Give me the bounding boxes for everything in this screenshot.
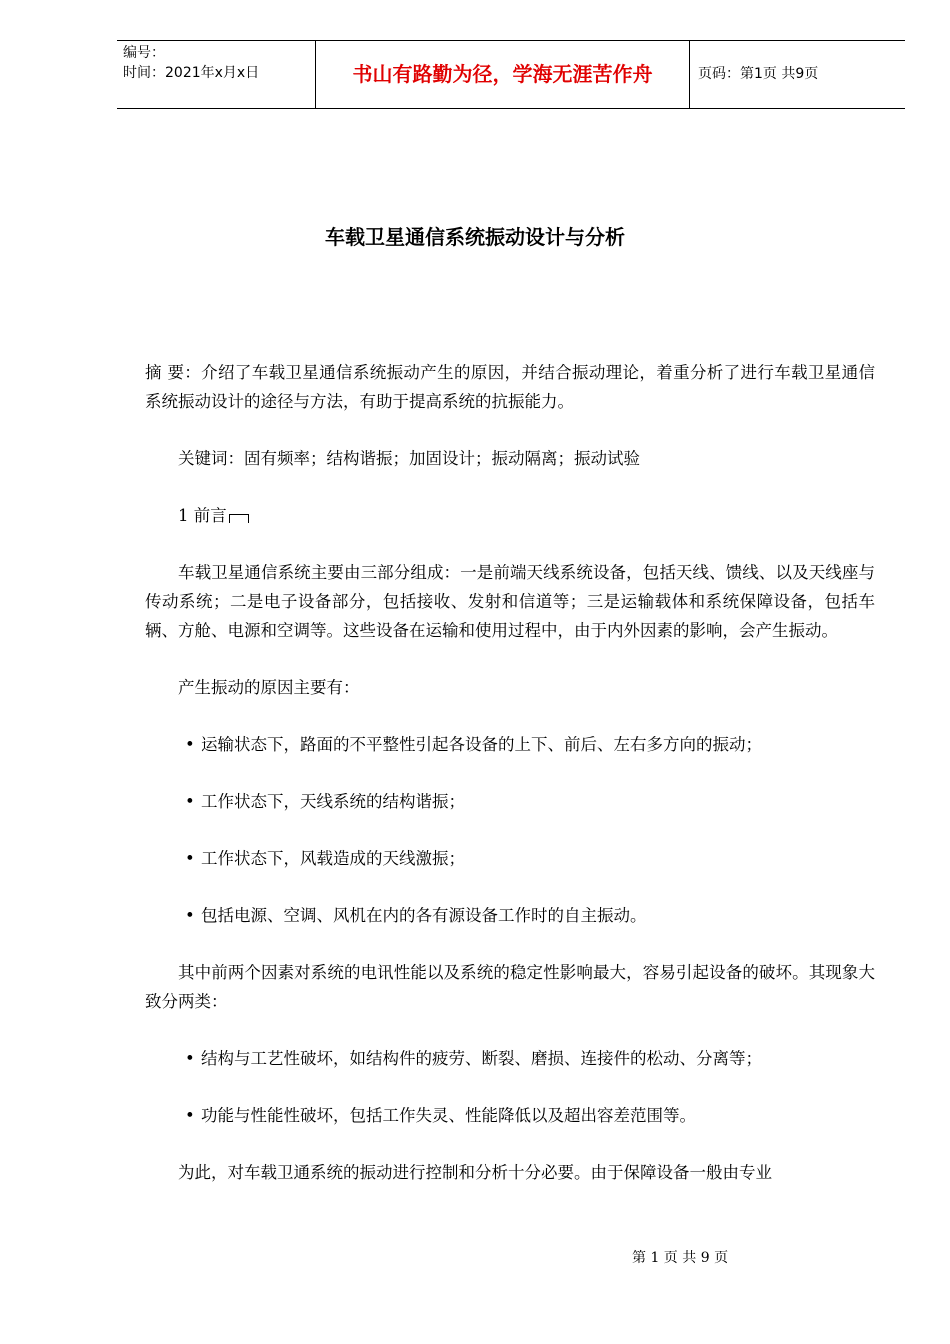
body-paragraph: 车载卫星通信系统主要由三部分组成：一是前端天线系统设备，包括天线、馈线、以及天线座与传动系统；二是电子设备部分，包括接收、发射和信道等；三是运输载体和系统保障设备，包括车辆、方舱、电源和空调等。这些设备在运输和使用过程中，由于内外因素的影响，会产生振动。 [145, 563, 875, 640]
bullet-dot: • [185, 792, 195, 811]
body-paragraph: 其中前两个因素对系统的电讯性能以及系统的稳定性影响最大，容易引起设备的破坏。其现象大致分两类： [145, 963, 875, 1011]
header-info-cell [117, 41, 316, 108]
bullet-item [145, 1101, 875, 1130]
header-page-cell [690, 41, 905, 108]
body-paragraph: 为此，对车载卫通系统的振动进行控制和分析十分必要。由于保障设备一般由专业 [178, 1163, 772, 1182]
header-page-code: 页码：第1页 共9页 [698, 66, 819, 82]
bullet-text: 结构与工艺性破坏，如结构件的疲劳、断裂、磨损、连接件的松动、分离等； [201, 1049, 762, 1068]
bullet-text: 工作状态下，天线系统的结构谐振； [201, 792, 465, 811]
header-motto: 书山有路勤为径，学海无涯苦作舟 [352, 62, 653, 86]
bullet-item [145, 1044, 875, 1073]
bracket-mark [229, 514, 249, 523]
page-header [117, 40, 905, 109]
bullet-item [145, 730, 875, 759]
document-time-label: 时间：2021年x月x日 [123, 65, 260, 81]
body-paragraph: 产生振动的原因主要有： [178, 678, 360, 697]
section-heading [145, 501, 875, 530]
document-number-label: 编号： [123, 45, 165, 61]
abstract-paragraph: 摘 要：介绍了车载卫星通信系统振动产生的原因，并结合振动理论，着重分析了进行车载卫星通信系统振动设计的途径与方法，有助于提高系统的抗振能力。 [145, 363, 875, 411]
bullet-dot: • [185, 735, 195, 754]
bullet-item [145, 787, 875, 816]
keywords-paragraph: 关键词：固有频率；结构谐振；加固设计；振动隔离；振动试验 [178, 449, 640, 468]
bullet-text: 包括电源、空调、风机在内的各有源设备工作时的自主振动。 [201, 906, 647, 925]
page-footer: 第 1 页 共 9 页 [632, 1250, 729, 1266]
document-title: 车载卫星通信系统振动设计与分析 [325, 225, 625, 249]
bullet-item [145, 901, 875, 930]
bullet-dot: • [185, 1106, 195, 1125]
bullet-dot: • [185, 906, 195, 925]
section-heading-text: 1 前言 [178, 506, 227, 525]
bullet-dot: • [185, 849, 195, 868]
bullet-item [145, 844, 875, 873]
bullet-text: 运输状态下，路面的不平整性引起各设备的上下、前后、左右多方向的振动； [201, 735, 762, 754]
bullet-dot: • [185, 1049, 195, 1068]
bullet-text: 功能与性能性破坏，包括工作失灵、性能降低以及超出容差范围等。 [201, 1106, 696, 1125]
document-body [145, 358, 875, 1215]
bullet-text: 工作状态下，风载造成的天线激振； [201, 849, 465, 868]
header-motto-cell [316, 41, 690, 108]
